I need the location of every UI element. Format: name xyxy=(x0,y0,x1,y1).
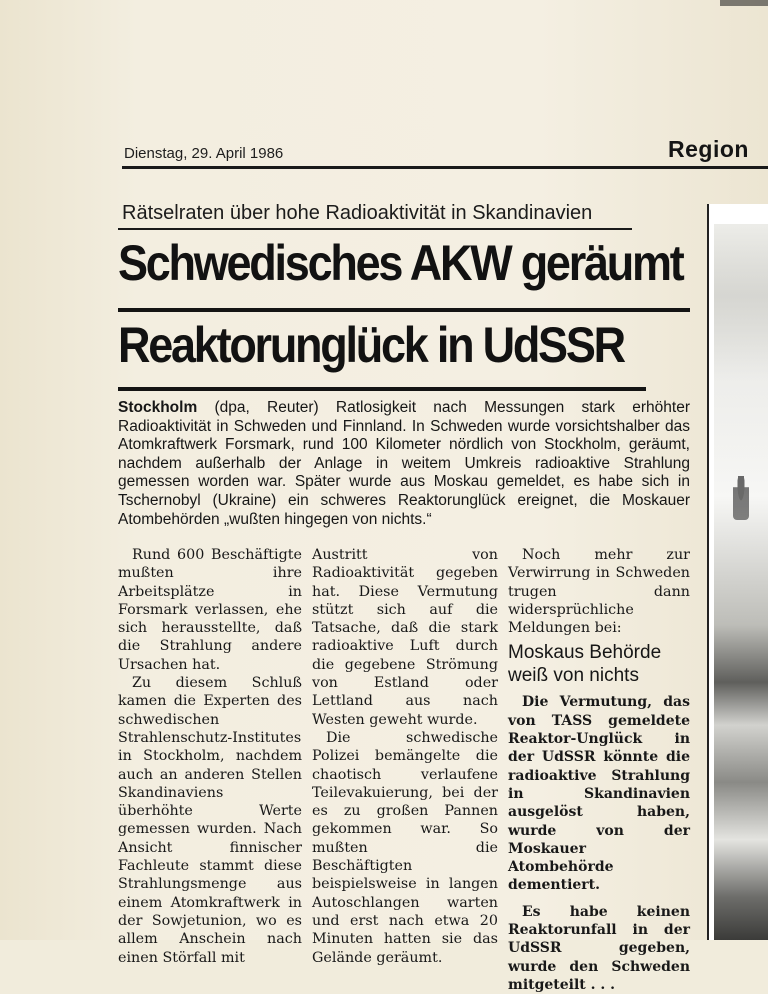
column-3-paragraph-2: Die Vermutung, das von TASS gemeldete Reaktor-Unglück in der UdSSR könnte die radioaktive Strahlung in Skandinavien ausgelöst haben, wurde von der Moskauer Atombehörde dementiert. xyxy=(508,694,690,894)
headline-rule-1 xyxy=(118,308,690,312)
issue-date: Dienstag, 29. April 1986 xyxy=(124,145,284,162)
article-column-1 xyxy=(118,546,302,967)
headline-rule-2 xyxy=(118,387,646,391)
article-subhead: Moskaus Behörde weiß von nichts xyxy=(508,642,662,687)
page-edge-shadow xyxy=(720,0,768,6)
header-rule xyxy=(122,166,768,169)
headline-line-2: Reaktorunglück in UdSSR xyxy=(118,317,624,373)
lead-dateline: Stockholm xyxy=(118,399,198,416)
news-photo xyxy=(714,224,768,940)
article-lead xyxy=(118,399,690,529)
column-1-paragraph-2: Zu diesem Schluß kamen die Experten des schwedischen Strahlenschutz-Institutes in Stockholm, nachdem auch an anderen Stellen Skandinaviens überhöhte Werte gemessen wurden. Nach Ansicht finnischer Fachleute stammt diese Strahlungsmenge aus einem Atomkraftwerk in der Sowjetunion, wo es allem Anschein nach einen Störfall mit xyxy=(118,675,302,966)
column-1-paragraph-1: Rund 600 Beschäftigte mußten ihre Arbeitsplätze in Forsmark verlassen, ehe sich herausstellte, daß die Strahlung andere Ursachen hat. xyxy=(118,547,302,673)
photo-person-silhouette xyxy=(733,476,749,520)
column-2-paragraph-1: Austritt von Radioaktivität gegeben hat. Diese Vermutung stützt sich auf die Tatsache, daß die stark radioaktive Luft durch die gegebene Strömung von Estland oder Lettland aus nach Westen geweht wurde. xyxy=(312,547,498,728)
headline-line-1: Schwedisches AKW geräumt xyxy=(118,235,683,291)
column-3-paragraph-3: Es habe keinen Reaktorunfall in der UdSSR gegeben, wurde den Schweden mitgeteilt . . . xyxy=(508,903,690,993)
lead-text: (dpa, Reuter) Ratlosigkeit nach Messungen stark erhöhter Radioaktivität in Schweden und Finnland. In Schweden wurde vorsichtshalber das Atomkraftwerk Forsmark, rund 100 Kilometer nördlich von Stockholm, geräumt, nachdem außerhalb der Anlage in weitem Umkreis radioaktive Strahlung gemessen worden war. Später wurde aus Moskau gemeldet, es habe sich in Tschernobyl (Ukraine) ein schweres Reaktorunglück ereignet, die Moskauer Atombehörden „wußten hingegen von nichts.“ xyxy=(118,399,690,528)
section-title: Region xyxy=(668,136,749,162)
article-column-2 xyxy=(312,546,498,967)
article-column-3 xyxy=(508,546,690,994)
column-3-paragraph-1: Noch mehr zur Verwirrung in Schweden trugen dann widersprüchliche Meldungen bei: xyxy=(508,547,690,637)
column-2-paragraph-2: Die schwedische Polizei bemängelte die chaotisch verlaufene Teilevakuierung, bei der es zu großen Pannen gekommen war. So mußten die Beschäftigten beispielsweise in langen Autoschlangen warten und erst nach etwa 20 Minuten hatten sie das Gelände geräumt. xyxy=(312,729,498,966)
article-kicker: Rätselraten über hohe Radioaktivität in Skandinavien xyxy=(122,202,593,224)
kicker-rule xyxy=(118,228,632,230)
